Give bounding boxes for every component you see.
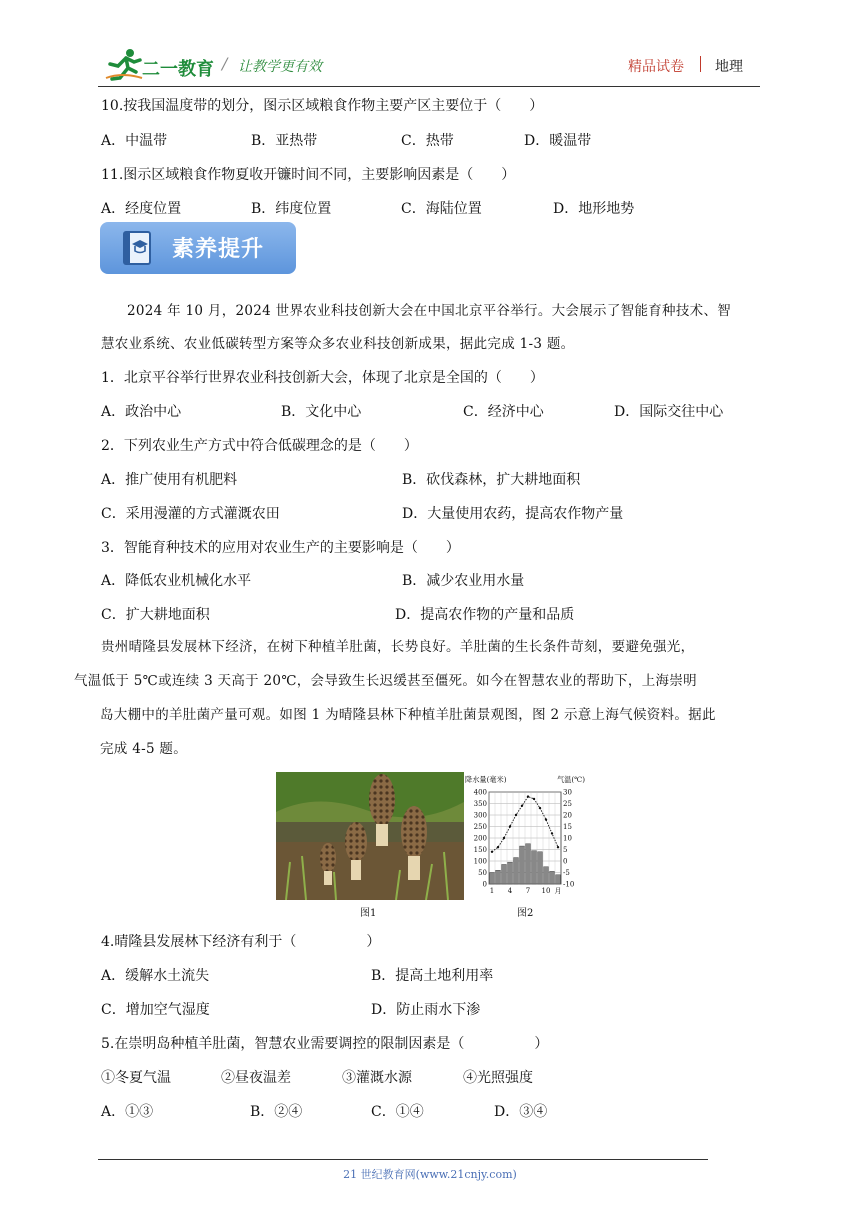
q3-option-b: B．减少农业用水量	[402, 573, 525, 589]
precip-bar	[520, 846, 525, 884]
climate-chart	[465, 772, 585, 900]
precip-bar	[550, 871, 555, 884]
right-tick-label: 10	[563, 834, 572, 843]
precip-bar	[514, 858, 519, 884]
left-axis-title: 降水量(毫米)	[465, 775, 507, 784]
temperature-point	[533, 798, 535, 800]
x-tick-label: 10	[541, 887, 551, 895]
q1-option-a: A．政治中心	[101, 404, 182, 420]
temperature-point	[521, 805, 523, 807]
left-tick-label: 100	[473, 857, 487, 866]
logo-text: 二一教育	[142, 59, 214, 80]
temperature-point	[491, 851, 493, 853]
q3-option-a: A．降低农业机械化水平	[101, 573, 252, 589]
q4-option-a: A．缓解水土流失	[101, 968, 210, 984]
temperature-point	[551, 832, 553, 834]
passage-2-line-3: 岛大棚中的羊肚菌产量可观。如图 1 为晴隆县林下种植羊肚菌景观图，图 2 示意上海气候资料。据此	[100, 707, 716, 723]
slogan: 让教学更有效	[238, 59, 322, 75]
precip-bar	[556, 875, 561, 884]
figure-1-caption: 图1	[360, 908, 377, 919]
q11-option-b: B．纬度位置	[251, 201, 332, 217]
q10-option-a: A．中温带	[101, 133, 168, 149]
q3-option-c: C．扩大耕地面积	[101, 607, 210, 623]
precip-bar	[490, 873, 495, 885]
q1-option-b: B．文化中心	[281, 404, 362, 420]
left-tick-label: 400	[473, 788, 487, 797]
temperature-point	[503, 837, 505, 839]
q11-option-a: A．经度位置	[101, 201, 182, 217]
passage-1-line-2: 慧农业系统、农业低碳转型方案等众多农业科技创新成果，据此完成 1-3 题。	[101, 336, 575, 352]
book-cap-icon	[118, 228, 158, 268]
badge-label: 精品试卷	[628, 59, 684, 75]
q11-option-d: D．地形地势	[553, 201, 635, 217]
right-tick-label: 20	[563, 811, 572, 820]
q11-option-c: C．海陆位置	[401, 201, 482, 217]
q1-option-c: C．经济中心	[463, 404, 544, 420]
question-1-stem: 1．北京平谷举行世界农业科技创新大会，体现了北京是全国的（ ）	[101, 370, 544, 386]
footer-text: 21 世纪教育网(www.21cnjy.com)	[343, 1168, 517, 1181]
q5-factor-2: ②昼夜温差	[221, 1070, 291, 1086]
header-separator	[700, 56, 701, 72]
right-tick-label: 5	[563, 846, 568, 854]
right-tick-label: 30	[563, 788, 572, 797]
precip-bar	[526, 844, 531, 884]
q2-option-a: A．推广使用有机肥料	[101, 472, 238, 488]
passage-2-line-1: 贵州晴隆县发展林下经济，在树下种植羊肚菌，长势良好。羊肚菌的生长条件苛刻，要避免强光，	[101, 639, 695, 655]
q4-option-b: B．提高土地利用率	[371, 968, 494, 984]
x-tick-label: 4	[507, 887, 513, 895]
left-tick-label: 0	[482, 880, 487, 889]
q5-factor-1: ①冬夏气温	[101, 1070, 171, 1086]
precip-bar	[544, 867, 549, 884]
left-tick-label: 350	[473, 800, 487, 808]
left-tick-label: 200	[473, 834, 487, 843]
temperature-point	[545, 818, 547, 820]
x-tick-label: 1	[489, 887, 495, 895]
left-tick-label: 150	[473, 846, 487, 854]
q10-option-d: D．暖温带	[524, 133, 592, 149]
question-2-stem: 2．下列农业生产方式中符合低碳理念的是（ ）	[101, 438, 418, 454]
q10-option-c: C．热带	[401, 133, 454, 149]
temperature-point	[557, 846, 559, 848]
q5-option-b: B．②④	[250, 1104, 303, 1120]
temperature-point	[509, 825, 511, 827]
precip-bar	[532, 851, 537, 884]
q2-option-b: B．砍伐森林，扩大耕地面积	[402, 472, 581, 488]
q5-option-d: D．③④	[494, 1104, 548, 1120]
question-5-stem: 5.在崇明岛种植羊肚菌，智慧农业需要调控的限制因素是（ ）	[101, 1036, 549, 1052]
header	[98, 46, 760, 86]
x-axis-unit: 月	[554, 887, 562, 895]
precip-bar	[538, 852, 543, 884]
precip-bar	[496, 870, 501, 884]
right-tick-label: 25	[563, 800, 572, 808]
running-man-logo-icon	[104, 48, 144, 82]
left-tick-label: 250	[473, 823, 487, 831]
header-rule	[98, 86, 760, 87]
footer-rule	[98, 1159, 708, 1160]
left-tick-label: 50	[478, 869, 487, 877]
banner-title: 素养提升	[172, 237, 265, 262]
precip-bar	[508, 862, 513, 884]
passage-2-line-4: 完成 4-5 题。	[100, 741, 188, 757]
q5-factor-4: ④光照强度	[463, 1070, 533, 1086]
q4-option-c: C．增加空气湿度	[101, 1002, 210, 1018]
q5-factor-3: ③灌溉水源	[342, 1070, 412, 1086]
q2-option-c: C．采用漫灌的方式灌溉农田	[101, 506, 280, 522]
q4-option-d: D．防止雨水下渗	[371, 1002, 481, 1018]
q1-option-d: D．国际交往中心	[614, 404, 724, 420]
slogan-divider: /	[222, 54, 228, 73]
temperature-point	[527, 795, 529, 797]
passage-2-line-2: 气温低于 5℃或连续 3 天高于 20℃，会导致生长迟缓甚至僵死。如今在智慧农业的帮助下，上海崇明	[74, 673, 697, 689]
morel-mushroom-photo	[276, 772, 464, 900]
left-tick-label: 300	[473, 811, 487, 820]
right-tick-label: 0	[563, 857, 568, 866]
right-tick-label: 15	[563, 823, 572, 831]
question-3-stem: 3．智能育种技术的应用对农业生产的主要影响是（ ）	[101, 540, 460, 556]
figure-2-caption: 图2	[517, 908, 534, 919]
temperature-point	[515, 814, 517, 816]
right-tick-label: -10	[563, 880, 575, 889]
temperature-point	[539, 807, 541, 809]
question-10-stem: 10.按我国温度带的划分，图示区域粮食作物主要产区主要位于（ ）	[101, 98, 544, 114]
question-4-stem: 4.晴隆县发展林下经济有利于（ ）	[101, 934, 381, 950]
question-11-stem: 11.图示区域粮食作物夏收开镰时间不同，主要影响因素是（ ）	[101, 167, 516, 183]
right-tick-label: -5	[563, 869, 570, 877]
right-axis-title: 气温(℃)	[556, 775, 585, 784]
q5-option-c: C．①④	[371, 1104, 424, 1120]
q3-option-d: D．提高农作物的产量和品质	[395, 607, 575, 623]
subject-label: 地理	[715, 59, 743, 75]
x-tick-label: 7	[525, 887, 531, 895]
passage-1-line-1: 2024 年 10 月，2024 世界农业科技创新大会在中国北京平谷举行。大会展示了智能育种技术、智	[127, 303, 732, 319]
temperature-point	[497, 846, 499, 848]
precip-bar	[502, 864, 507, 884]
q2-option-d: D．大量使用农药，提高农作物产量	[402, 506, 624, 522]
q10-option-b: B．亚热带	[251, 133, 318, 149]
q5-option-a: A．①③	[101, 1104, 154, 1120]
section-banner	[100, 222, 296, 274]
